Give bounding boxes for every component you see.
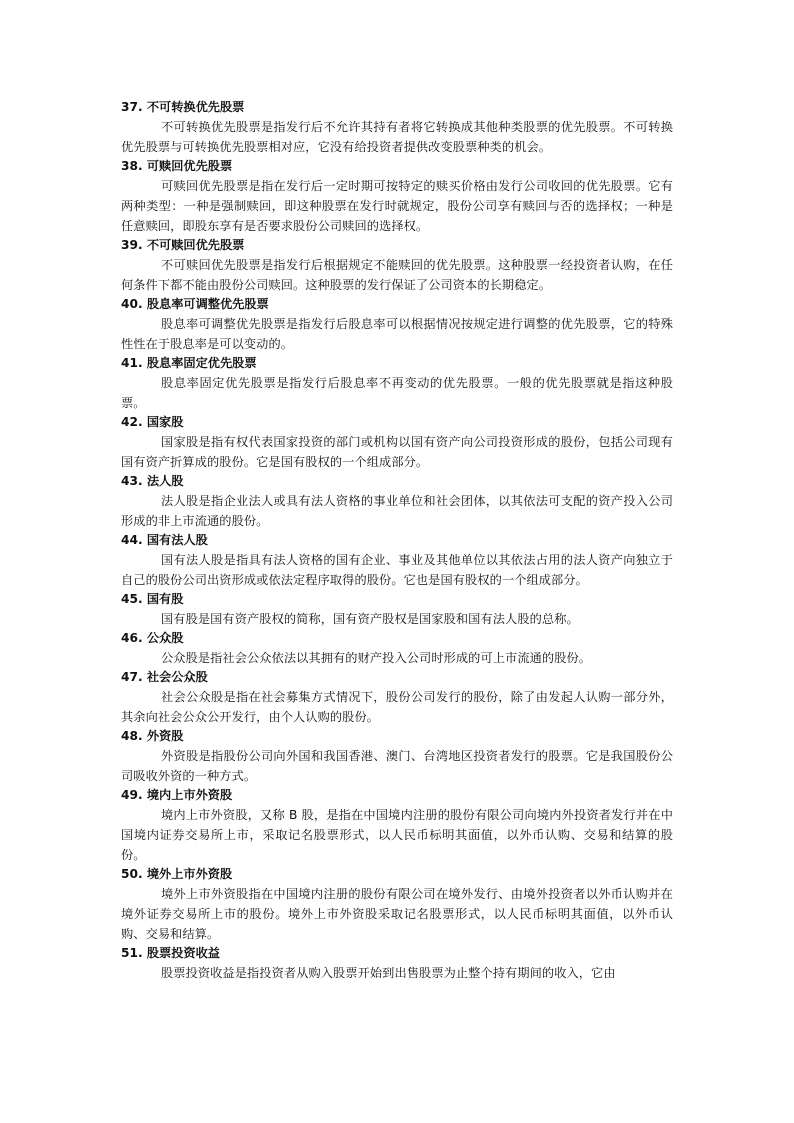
- term-definition: 法人股是指企业法人或具有法人资格的事业单位和社会团体，以其依法可支配的资产投入公司形成的非上市流通的股份。: [121, 494, 673, 528]
- term-definition: 境内上市外资股，又称 B 股，是指在中国境内注册的股份有限公司向境内外投资者发行并在中国境内证券交易所上市，采取记名股票形式，以人民币标明其面值，以外币认购、交易和结算的股份。: [121, 808, 673, 862]
- term-heading: 51. 股票投资收益: [121, 946, 220, 960]
- term-entry-50: [121, 865, 673, 944]
- term-definition: 股票投资收益是指投资者从购入股票开始到出售股票为止整个持有期间的收入，它由: [161, 966, 616, 980]
- term-entry-42: [121, 413, 673, 472]
- term-definition: 境外上市外资股指在中国境内注册的股份有限公司在境外发行、由境外投资者以外币认购并在境外证券交易所上市的股份。境外上市外资股采取记名股票形式，以人民币标明其面值，以外币认购、交易和结算。: [121, 887, 673, 941]
- term-definition: 不可转换优先股票是指发行后不允许其持有者将它转换成其他种类股票的优先股票。不可转换优先股票与可转换优先股票相对应，它没有给投资者提供改变股票种类的机会。: [121, 120, 673, 154]
- term-entry-44: [121, 531, 673, 590]
- term-entry-40: [121, 295, 673, 354]
- term-heading: 41. 股息率固定优先股票: [121, 356, 257, 370]
- term-definition: 国家股是指有权代表国家投资的部门或机构以国有资产向公司投资形成的股份，包括公司现有国有资产折算成的股份。它是国有股权的一个组成部分。: [121, 435, 673, 469]
- term-heading: 38. 可赎回优先股票: [121, 159, 233, 173]
- term-entry-48: [121, 727, 673, 786]
- term-definition: 社会公众股是指在社会募集方式情况下，股份公司发行的股份，除了由发起人认购一部分外，其余向社会公众公开发行，由个人认购的股份。: [121, 690, 673, 724]
- term-entry-43: [121, 472, 673, 531]
- term-definition: 公众股是指社会公众依法以其拥有的财产投入公司时形成的可上市流通的股份。: [161, 651, 592, 665]
- term-heading: 42. 国家股: [121, 415, 184, 429]
- term-entry-37: [121, 98, 673, 157]
- term-definition: 可赎回优先股票是指在发行后一定时期可按特定的赎买价格由发行公司收回的优先股票。它有两种类型：一种是强制赎回，即这种股票在发行时就规定，股份公司享有赎回与否的选择权；一种是任意赎回，即股东享有是否要求股份公司赎回的选择权。: [121, 179, 673, 233]
- term-entry-46: [121, 629, 673, 668]
- term-definition: 国有股是国有资产股权的简称，国有资产股权是国家股和国有法人股的总称。: [161, 612, 579, 626]
- term-heading: 49. 境内上市外资股: [121, 788, 233, 802]
- term-entry-38: [121, 157, 673, 236]
- term-definition: 股息率可调整优先股票是指发行后股息率可以根据情况按规定进行调整的优先股票，它的特殊性性在于股息率是可以变动的。: [121, 317, 673, 351]
- term-definition: 股息率固定优先股票是指发行后股息率不再变动的优先股票。一般的优先股票就是指这种股票。: [121, 376, 673, 410]
- term-entry-41: [121, 354, 673, 413]
- term-heading: 39. 不可赎回优先股票: [121, 238, 245, 252]
- term-entry-51: [121, 944, 673, 983]
- term-definition: 不可赎回优先股票是指发行后根据规定不能赎回的优先股票。这种股票一经投资者认购，在任何条件下都不能由股份公司赎回。这种股票的发行保证了公司资本的长期稳定。: [121, 258, 673, 292]
- term-heading: 37. 不可转换优先股票: [121, 100, 245, 114]
- term-entry-47: [121, 668, 673, 727]
- term-entry-45: [121, 590, 673, 629]
- term-definition: 国有法人股是指具有法人资格的国有企业、事业及其他单位以其依法占用的法人资产向独立于自己的股份公司出资形成或依法定程序取得的股份。它也是国有股权的一个组成部分。: [121, 553, 673, 587]
- term-heading: 43. 法人股: [121, 474, 184, 488]
- term-entry-39: [121, 236, 673, 295]
- term-heading: 40. 股息率可调整优先股票: [121, 297, 269, 311]
- term-heading: 46. 公众股: [121, 631, 184, 645]
- term-heading: 48. 外资股: [121, 729, 184, 743]
- document-page: [121, 98, 673, 983]
- term-heading: 45. 国有股: [121, 592, 184, 606]
- term-definition: 外资股是指股份公司向外国和我国香港、澳门、台湾地区投资者发行的股票。它是我国股份公司吸收外资的一种方式。: [121, 749, 673, 783]
- term-heading: 44. 国有法人股: [121, 533, 208, 547]
- term-entry-49: [121, 786, 673, 865]
- term-heading: 50. 境外上市外资股: [121, 867, 233, 881]
- term-heading: 47. 社会公众股: [121, 670, 208, 684]
